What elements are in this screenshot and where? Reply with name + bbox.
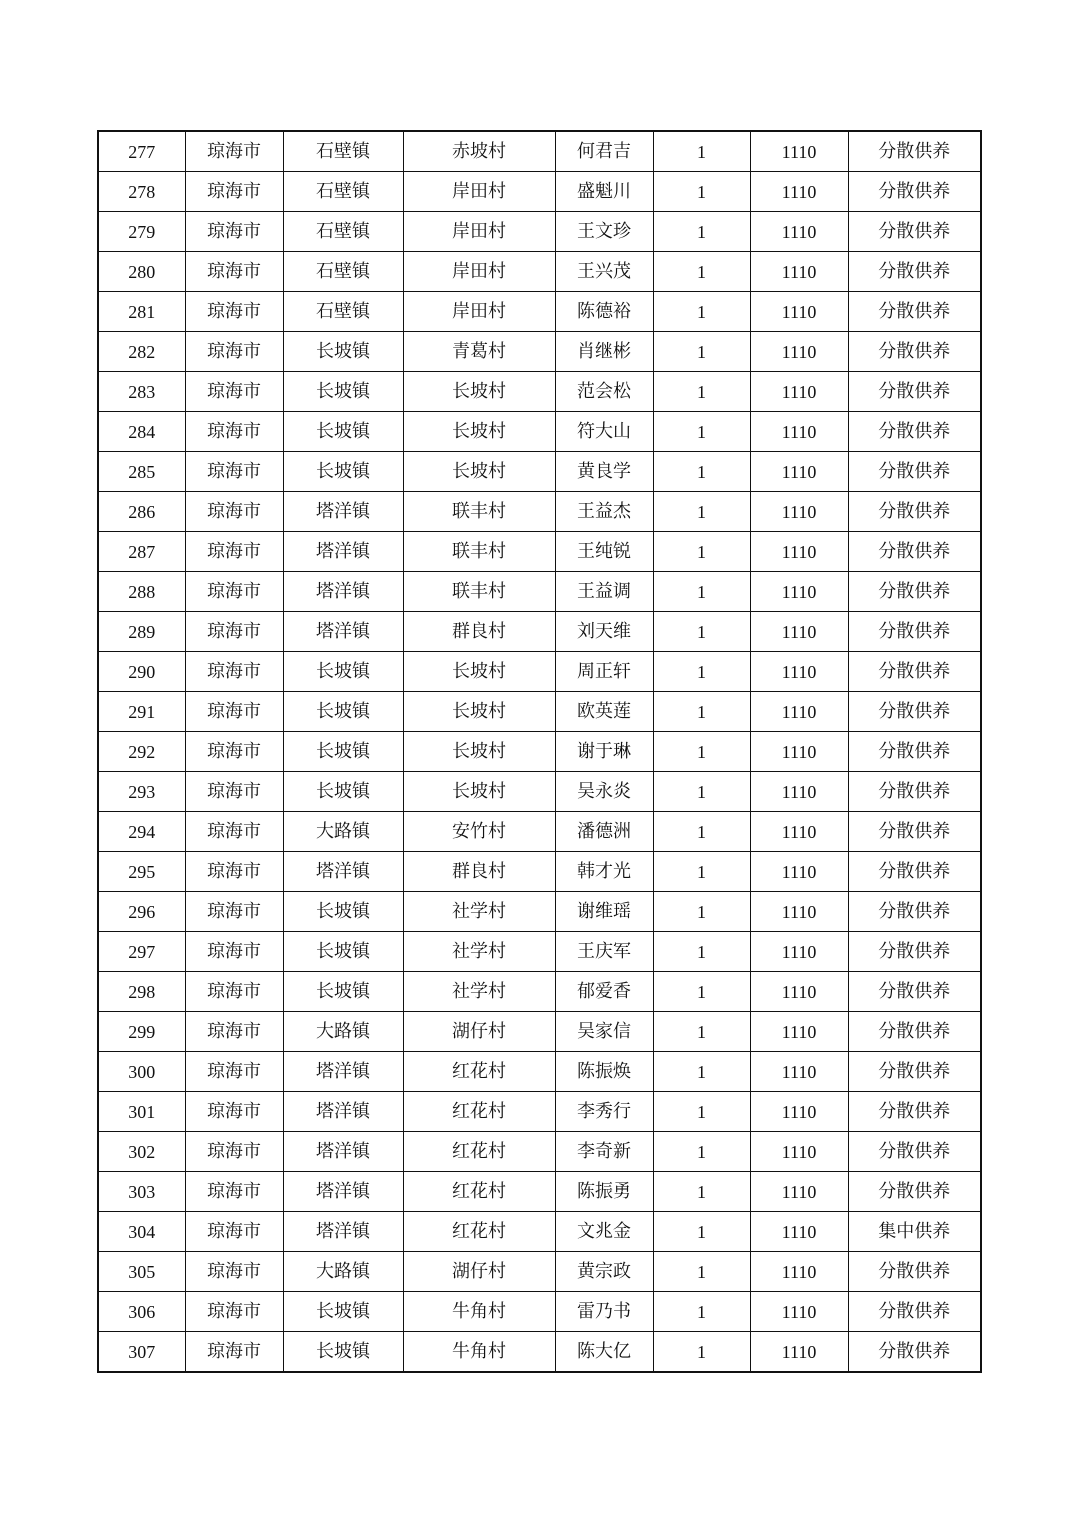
city-cell: 琼海市 (185, 1092, 283, 1132)
count-cell: 1 (653, 332, 750, 372)
town-cell: 塔洋镇 (283, 852, 403, 892)
serial-number-cell: 292 (98, 732, 185, 772)
count-cell: 1 (653, 1172, 750, 1212)
name-cell: 谢维瑶 (555, 892, 653, 932)
name-cell: 郁爱香 (555, 972, 653, 1012)
amount-cell: 1110 (750, 652, 848, 692)
amount-cell: 1110 (750, 972, 848, 1012)
serial-number-cell: 295 (98, 852, 185, 892)
count-cell: 1 (653, 612, 750, 652)
support-type-cell: 分散供养 (848, 212, 981, 252)
table-row (98, 812, 981, 852)
amount-cell: 1110 (750, 131, 848, 172)
count-cell: 1 (653, 692, 750, 732)
support-type-cell: 分散供养 (848, 1052, 981, 1092)
amount-cell: 1110 (750, 612, 848, 652)
town-cell: 长坡镇 (283, 692, 403, 732)
table-row (98, 1292, 981, 1332)
city-cell: 琼海市 (185, 692, 283, 732)
town-cell: 长坡镇 (283, 452, 403, 492)
city-cell: 琼海市 (185, 812, 283, 852)
city-cell: 琼海市 (185, 612, 283, 652)
count-cell: 1 (653, 1052, 750, 1092)
support-type-cell: 分散供养 (848, 1332, 981, 1373)
support-type-cell: 分散供养 (848, 532, 981, 572)
town-cell: 塔洋镇 (283, 1092, 403, 1132)
count-cell: 1 (653, 212, 750, 252)
village-cell: 红花村 (403, 1052, 555, 1092)
amount-cell: 1110 (750, 452, 848, 492)
serial-number-cell: 297 (98, 932, 185, 972)
table-row (98, 932, 981, 972)
table-row (98, 1172, 981, 1212)
town-cell: 石壁镇 (283, 252, 403, 292)
serial-number-cell: 299 (98, 1012, 185, 1052)
name-cell: 周正轩 (555, 652, 653, 692)
village-cell: 牛角村 (403, 1332, 555, 1373)
village-cell: 红花村 (403, 1212, 555, 1252)
count-cell: 1 (653, 652, 750, 692)
count-cell: 1 (653, 492, 750, 532)
count-cell: 1 (653, 812, 750, 852)
serial-number-cell: 282 (98, 332, 185, 372)
support-type-cell: 分散供养 (848, 892, 981, 932)
name-cell: 王益调 (555, 572, 653, 612)
city-cell: 琼海市 (185, 1052, 283, 1092)
city-cell: 琼海市 (185, 172, 283, 212)
table-row (98, 131, 981, 172)
serial-number-cell: 298 (98, 972, 185, 1012)
count-cell: 1 (653, 572, 750, 612)
amount-cell: 1110 (750, 492, 848, 532)
town-cell: 大路镇 (283, 1012, 403, 1052)
support-type-cell: 分散供养 (848, 612, 981, 652)
name-cell: 谢于琳 (555, 732, 653, 772)
support-type-cell: 分散供养 (848, 812, 981, 852)
count-cell: 1 (653, 1292, 750, 1332)
town-cell: 塔洋镇 (283, 532, 403, 572)
village-cell: 安竹村 (403, 812, 555, 852)
city-cell: 琼海市 (185, 332, 283, 372)
amount-cell: 1110 (750, 892, 848, 932)
village-cell: 社学村 (403, 892, 555, 932)
serial-number-cell: 287 (98, 532, 185, 572)
village-cell: 青葛村 (403, 332, 555, 372)
support-type-cell: 分散供养 (848, 1012, 981, 1052)
serial-number-cell: 283 (98, 372, 185, 412)
city-cell: 琼海市 (185, 572, 283, 612)
city-cell: 琼海市 (185, 131, 283, 172)
serial-number-cell: 294 (98, 812, 185, 852)
count-cell: 1 (653, 852, 750, 892)
name-cell: 王文珍 (555, 212, 653, 252)
city-cell: 琼海市 (185, 892, 283, 932)
name-cell: 陈振焕 (555, 1052, 653, 1092)
village-cell: 长坡村 (403, 732, 555, 772)
town-cell: 塔洋镇 (283, 1212, 403, 1252)
count-cell: 1 (653, 412, 750, 452)
amount-cell: 1110 (750, 932, 848, 972)
table-row (98, 1092, 981, 1132)
village-cell: 岸田村 (403, 252, 555, 292)
town-cell: 长坡镇 (283, 332, 403, 372)
town-cell: 长坡镇 (283, 652, 403, 692)
town-cell: 塔洋镇 (283, 1132, 403, 1172)
table-row (98, 1212, 981, 1252)
table-row (98, 772, 981, 812)
serial-number-cell: 302 (98, 1132, 185, 1172)
town-cell: 塔洋镇 (283, 612, 403, 652)
serial-number-cell: 300 (98, 1052, 185, 1092)
amount-cell: 1110 (750, 212, 848, 252)
support-type-cell: 分散供养 (848, 292, 981, 332)
city-cell: 琼海市 (185, 412, 283, 452)
support-type-cell: 分散供养 (848, 1132, 981, 1172)
name-cell: 雷乃书 (555, 1292, 653, 1332)
town-cell: 长坡镇 (283, 412, 403, 452)
amount-cell: 1110 (750, 252, 848, 292)
table-row (98, 892, 981, 932)
amount-cell: 1110 (750, 1212, 848, 1252)
city-cell: 琼海市 (185, 932, 283, 972)
amount-cell: 1110 (750, 332, 848, 372)
name-cell: 吴永炎 (555, 772, 653, 812)
village-cell: 长坡村 (403, 652, 555, 692)
name-cell: 陈振勇 (555, 1172, 653, 1212)
name-cell: 符大山 (555, 412, 653, 452)
name-cell: 刘天维 (555, 612, 653, 652)
serial-number-cell: 285 (98, 452, 185, 492)
support-type-cell: 分散供养 (848, 652, 981, 692)
amount-cell: 1110 (750, 172, 848, 212)
count-cell: 1 (653, 932, 750, 972)
city-cell: 琼海市 (185, 1172, 283, 1212)
name-cell: 黄良学 (555, 452, 653, 492)
town-cell: 长坡镇 (283, 372, 403, 412)
support-type-cell: 分散供养 (848, 692, 981, 732)
village-cell: 红花村 (403, 1132, 555, 1172)
city-cell: 琼海市 (185, 732, 283, 772)
amount-cell: 1110 (750, 1052, 848, 1092)
name-cell: 王庆军 (555, 932, 653, 972)
village-cell: 长坡村 (403, 452, 555, 492)
serial-number-cell: 280 (98, 252, 185, 292)
city-cell: 琼海市 (185, 532, 283, 572)
town-cell: 石壁镇 (283, 212, 403, 252)
serial-number-cell: 293 (98, 772, 185, 812)
serial-number-cell: 291 (98, 692, 185, 732)
name-cell: 欧英莲 (555, 692, 653, 732)
count-cell: 1 (653, 1092, 750, 1132)
support-type-cell: 分散供养 (848, 412, 981, 452)
table-row (98, 1132, 981, 1172)
support-type-cell: 分散供养 (848, 572, 981, 612)
table-row (98, 732, 981, 772)
support-type-cell: 分散供养 (848, 852, 981, 892)
record-table (97, 130, 982, 1373)
city-cell: 琼海市 (185, 452, 283, 492)
amount-cell: 1110 (750, 372, 848, 412)
town-cell: 长坡镇 (283, 732, 403, 772)
village-cell: 长坡村 (403, 692, 555, 732)
village-cell: 群良村 (403, 612, 555, 652)
village-cell: 牛角村 (403, 1292, 555, 1332)
town-cell: 大路镇 (283, 1252, 403, 1292)
serial-number-cell: 281 (98, 292, 185, 332)
town-cell: 大路镇 (283, 812, 403, 852)
table-row (98, 572, 981, 612)
serial-number-cell: 296 (98, 892, 185, 932)
city-cell: 琼海市 (185, 212, 283, 252)
amount-cell: 1110 (750, 1252, 848, 1292)
village-cell: 社学村 (403, 972, 555, 1012)
count-cell: 1 (653, 1212, 750, 1252)
count-cell: 1 (653, 131, 750, 172)
city-cell: 琼海市 (185, 772, 283, 812)
support-type-cell: 分散供养 (848, 1292, 981, 1332)
table-row (98, 452, 981, 492)
table-row (98, 532, 981, 572)
table-row (98, 332, 981, 372)
support-type-cell: 分散供养 (848, 252, 981, 292)
amount-cell: 1110 (750, 1132, 848, 1172)
table-row (98, 1012, 981, 1052)
city-cell: 琼海市 (185, 492, 283, 532)
amount-cell: 1110 (750, 292, 848, 332)
serial-number-cell: 277 (98, 131, 185, 172)
amount-cell: 1110 (750, 1332, 848, 1373)
support-type-cell: 分散供养 (848, 492, 981, 532)
table-row (98, 852, 981, 892)
serial-number-cell: 304 (98, 1212, 185, 1252)
serial-number-cell: 303 (98, 1172, 185, 1212)
serial-number-cell: 290 (98, 652, 185, 692)
village-cell: 长坡村 (403, 772, 555, 812)
table-row (98, 212, 981, 252)
count-cell: 1 (653, 452, 750, 492)
amount-cell: 1110 (750, 1172, 848, 1212)
name-cell: 李奇新 (555, 1132, 653, 1172)
village-cell: 湖仔村 (403, 1012, 555, 1052)
support-type-cell: 分散供养 (848, 1092, 981, 1132)
table-row (98, 252, 981, 292)
table-row (98, 1332, 981, 1373)
town-cell: 长坡镇 (283, 892, 403, 932)
table-row (98, 292, 981, 332)
city-cell: 琼海市 (185, 1292, 283, 1332)
city-cell: 琼海市 (185, 1012, 283, 1052)
city-cell: 琼海市 (185, 652, 283, 692)
name-cell: 黄宗政 (555, 1252, 653, 1292)
table-row (98, 1052, 981, 1092)
town-cell: 石壁镇 (283, 172, 403, 212)
serial-number-cell: 279 (98, 212, 185, 252)
village-cell: 社学村 (403, 932, 555, 972)
record-table-body (98, 131, 981, 1372)
village-cell: 岸田村 (403, 172, 555, 212)
count-cell: 1 (653, 772, 750, 812)
serial-number-cell: 289 (98, 612, 185, 652)
table-row (98, 492, 981, 532)
amount-cell: 1110 (750, 812, 848, 852)
name-cell: 盛魁川 (555, 172, 653, 212)
support-type-cell: 分散供养 (848, 452, 981, 492)
amount-cell: 1110 (750, 412, 848, 452)
city-cell: 琼海市 (185, 852, 283, 892)
amount-cell: 1110 (750, 692, 848, 732)
count-cell: 1 (653, 1012, 750, 1052)
support-type-cell: 分散供养 (848, 332, 981, 372)
town-cell: 长坡镇 (283, 772, 403, 812)
name-cell: 李秀行 (555, 1092, 653, 1132)
town-cell: 长坡镇 (283, 972, 403, 1012)
serial-number-cell: 305 (98, 1252, 185, 1292)
amount-cell: 1110 (750, 852, 848, 892)
city-cell: 琼海市 (185, 372, 283, 412)
support-type-cell: 分散供养 (848, 1172, 981, 1212)
count-cell: 1 (653, 972, 750, 1012)
village-cell: 红花村 (403, 1172, 555, 1212)
serial-number-cell: 306 (98, 1292, 185, 1332)
city-cell: 琼海市 (185, 1252, 283, 1292)
support-type-cell: 分散供养 (848, 172, 981, 212)
village-cell: 联丰村 (403, 572, 555, 612)
support-type-cell: 分散供养 (848, 372, 981, 412)
town-cell: 石壁镇 (283, 131, 403, 172)
table-row (98, 412, 981, 452)
support-type-cell: 分散供养 (848, 772, 981, 812)
name-cell: 潘德洲 (555, 812, 653, 852)
village-cell: 联丰村 (403, 532, 555, 572)
city-cell: 琼海市 (185, 1212, 283, 1252)
village-cell: 红花村 (403, 1092, 555, 1132)
count-cell: 1 (653, 172, 750, 212)
city-cell: 琼海市 (185, 252, 283, 292)
name-cell: 陈德裕 (555, 292, 653, 332)
support-type-cell: 分散供养 (848, 932, 981, 972)
amount-cell: 1110 (750, 772, 848, 812)
serial-number-cell: 288 (98, 572, 185, 612)
name-cell: 吴家信 (555, 1012, 653, 1052)
village-cell: 赤坡村 (403, 131, 555, 172)
village-cell: 群良村 (403, 852, 555, 892)
city-cell: 琼海市 (185, 292, 283, 332)
amount-cell: 1110 (750, 1012, 848, 1052)
city-cell: 琼海市 (185, 972, 283, 1012)
support-type-cell: 分散供养 (848, 732, 981, 772)
name-cell: 范会松 (555, 372, 653, 412)
support-type-cell: 集中供养 (848, 1212, 981, 1252)
serial-number-cell: 307 (98, 1332, 185, 1373)
town-cell: 石壁镇 (283, 292, 403, 332)
serial-number-cell: 286 (98, 492, 185, 532)
name-cell: 何君吉 (555, 131, 653, 172)
table-row (98, 1252, 981, 1292)
count-cell: 1 (653, 732, 750, 772)
name-cell: 王纯锐 (555, 532, 653, 572)
table-row (98, 692, 981, 732)
town-cell: 长坡镇 (283, 1292, 403, 1332)
table-row (98, 652, 981, 692)
amount-cell: 1110 (750, 1092, 848, 1132)
village-cell: 岸田村 (403, 292, 555, 332)
count-cell: 1 (653, 292, 750, 332)
name-cell: 王兴茂 (555, 252, 653, 292)
table-row (98, 172, 981, 212)
city-cell: 琼海市 (185, 1332, 283, 1373)
count-cell: 1 (653, 1252, 750, 1292)
amount-cell: 1110 (750, 572, 848, 612)
serial-number-cell: 284 (98, 412, 185, 452)
table-row (98, 372, 981, 412)
support-type-cell: 分散供养 (848, 131, 981, 172)
count-cell: 1 (653, 892, 750, 932)
name-cell: 陈大亿 (555, 1332, 653, 1373)
count-cell: 1 (653, 372, 750, 412)
city-cell: 琼海市 (185, 1132, 283, 1172)
count-cell: 1 (653, 252, 750, 292)
village-cell: 湖仔村 (403, 1252, 555, 1292)
village-cell: 联丰村 (403, 492, 555, 532)
village-cell: 岸田村 (403, 212, 555, 252)
town-cell: 塔洋镇 (283, 492, 403, 532)
serial-number-cell: 278 (98, 172, 185, 212)
name-cell: 韩才光 (555, 852, 653, 892)
village-cell: 长坡村 (403, 372, 555, 412)
town-cell: 长坡镇 (283, 932, 403, 972)
table-row (98, 972, 981, 1012)
count-cell: 1 (653, 1332, 750, 1373)
town-cell: 塔洋镇 (283, 1172, 403, 1212)
name-cell: 王益杰 (555, 492, 653, 532)
town-cell: 塔洋镇 (283, 1052, 403, 1092)
name-cell: 肖继彬 (555, 332, 653, 372)
count-cell: 1 (653, 1132, 750, 1172)
support-type-cell: 分散供养 (848, 1252, 981, 1292)
serial-number-cell: 301 (98, 1092, 185, 1132)
amount-cell: 1110 (750, 532, 848, 572)
count-cell: 1 (653, 532, 750, 572)
name-cell: 文兆金 (555, 1212, 653, 1252)
amount-cell: 1110 (750, 732, 848, 772)
town-cell: 长坡镇 (283, 1332, 403, 1373)
town-cell: 塔洋镇 (283, 572, 403, 612)
support-type-cell: 分散供养 (848, 972, 981, 1012)
village-cell: 长坡村 (403, 412, 555, 452)
table-row (98, 612, 981, 652)
amount-cell: 1110 (750, 1292, 848, 1332)
